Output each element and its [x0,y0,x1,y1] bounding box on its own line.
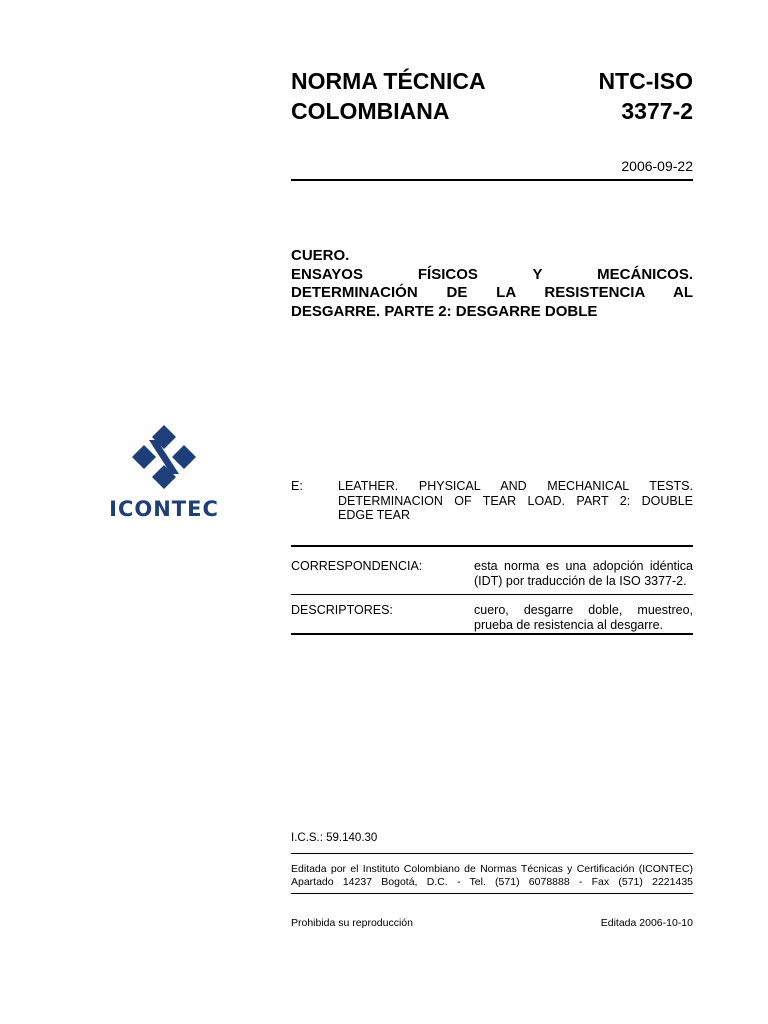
document-header [291,66,693,126]
descriptores-divider [291,633,693,635]
publication-date: 2006-09-22 [621,158,693,174]
english-divider [291,545,693,547]
english-title-line: LEATHER. PHYSICAL AND MECHANICAL TESTS. [338,479,693,493]
publisher-info [291,863,693,888]
standard-type-line1: NORMA TÉCNICA [291,68,486,94]
descriptores-label: DESCRIPTORES: [291,603,393,617]
standard-code-line1: NTC-ISO [598,68,693,94]
english-title-line: EDGE TEAR [338,508,411,522]
icontec-logo-text: ICONTEC [109,497,219,521]
ics-code: I.C.S.: 59.140.30 [291,832,378,844]
correspondencia-value [474,559,693,588]
correspondencia-row [291,559,693,588]
ics-divider [291,853,693,854]
title-row-2 [291,96,693,126]
publisher-line: Apartado 14237 Bogotá, D.C. - Tel. (571) 6078888 - Fax (571) 2221435 [291,875,693,888]
correspondencia-line: esta norma es una adopción idéntica [474,559,693,573]
descriptores-line: cuero, desgarre doble, muestreo, [474,603,693,617]
page-footer [291,917,693,929]
standard-code-line2: 3377-2 [621,98,693,124]
standard-type-line2: COLOMBIANA [291,98,450,124]
descriptores-line: prueba de resistencia al desgarre. [474,617,664,632]
subject-line: CUERO. [291,247,350,264]
header-divider [291,179,693,181]
correspondencia-label: CORRESPONDENCIA: [291,559,423,573]
english-title-line: DETERMINACION OF TEAR LOAD. PART 2: DOUBLE [338,493,693,508]
subject-line: DESGARRE. PARTE 2: DESGARRE DOBLE [291,302,598,320]
publisher-divider [291,893,693,894]
reproduction-notice: Prohibida su reproducción [291,917,413,929]
subject-line: DETERMINACIÓN DE LA RESISTENCIA AL [291,284,693,302]
correspondencia-line: (IDT) por traducción de la ISO 3377-2. [474,573,687,588]
subject-title [291,247,693,321]
subject-line: ENSAYOS FÍSICOS Y MECÁNICOS. [291,265,693,283]
icontec-n-diamond-icon [132,425,196,489]
title-row-1 [291,66,693,96]
publisher-line: Editada por el Instituto Colombiano de Normas Técnicas y Certificación (ICONTEC) [291,863,693,875]
english-title-label: E: [291,479,303,493]
english-title [291,479,693,523]
icontec-logo [104,425,224,489]
english-title-text [338,479,693,523]
correspondencia-divider [291,594,693,595]
edition-date: Editada 2006-10-10 [600,917,693,929]
descriptores-value [474,603,693,632]
descriptores-row [291,603,693,632]
